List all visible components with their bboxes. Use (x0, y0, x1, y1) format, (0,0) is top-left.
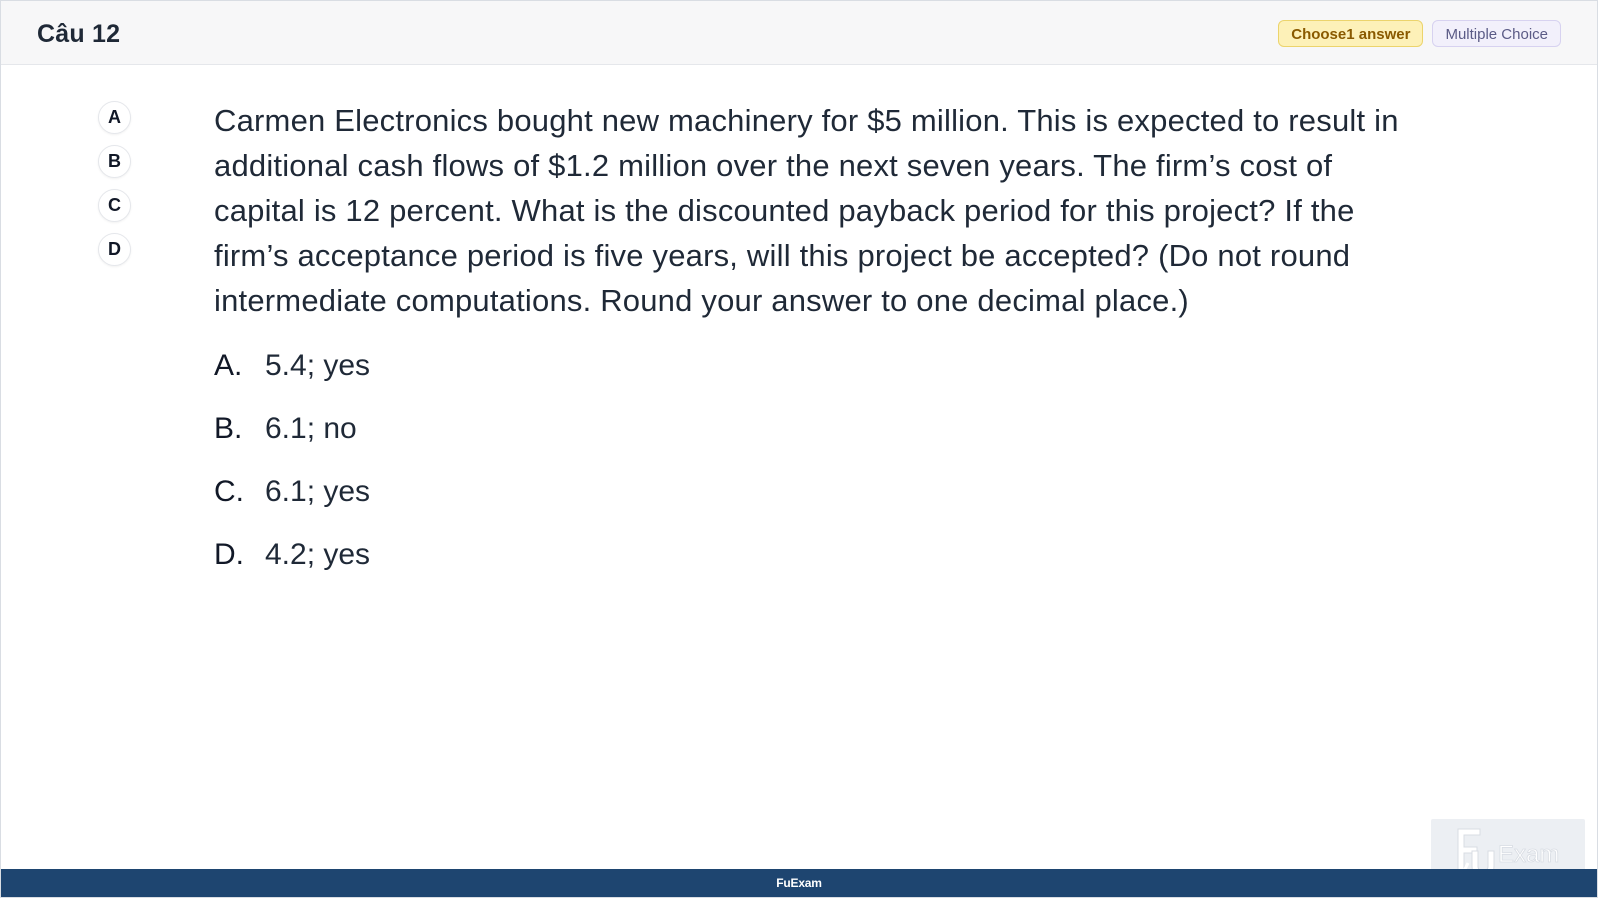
answer-letter: A. (214, 349, 243, 382)
answer-list (214, 345, 1414, 576)
question-text: Carmen Electronics bought new machinery for $5 million. This is expected to result in additional cash flows of $1.2 million over the next seven years. The firm’s cost of capital is 12 percent. What is the discounted payback period for this project? If the firm’s acceptance period is five years, will this project be accepted? (Do not round intermediate computations. Round your answer to one decimal place.) (214, 103, 1399, 318)
answer-option-d[interactable] (214, 534, 1414, 576)
answer-selector (98, 101, 131, 266)
answer-option-a[interactable] (214, 345, 1414, 387)
question-badges (1278, 20, 1561, 47)
answer-option-c[interactable] (214, 471, 1414, 513)
choose-answer-badge: Choose1 answer (1278, 20, 1423, 47)
question-number: Câu 12 (37, 20, 121, 48)
select-option-a[interactable]: A (98, 101, 131, 134)
question-content (214, 98, 1414, 576)
answer-letter: C. (214, 475, 244, 508)
answer-text: 6.1; no (265, 412, 357, 445)
answer-text: 6.1; yes (265, 475, 371, 508)
answer-text: 5.4; yes (265, 349, 371, 382)
answer-text: 4.2; yes (265, 538, 371, 571)
question-header (1, 1, 1597, 65)
answer-letter: D. (214, 538, 244, 571)
footer-bar (1, 869, 1597, 897)
question-type-badge: Multiple Choice (1432, 20, 1561, 47)
select-option-b[interactable]: B (98, 145, 131, 178)
select-option-d[interactable]: D (98, 233, 131, 266)
watermark-text: Exam (1498, 841, 1560, 868)
footer-brand: FuExam (776, 876, 822, 890)
select-option-c[interactable]: C (98, 189, 131, 222)
answer-letter: B. (214, 412, 243, 445)
answer-option-b[interactable] (214, 408, 1414, 450)
